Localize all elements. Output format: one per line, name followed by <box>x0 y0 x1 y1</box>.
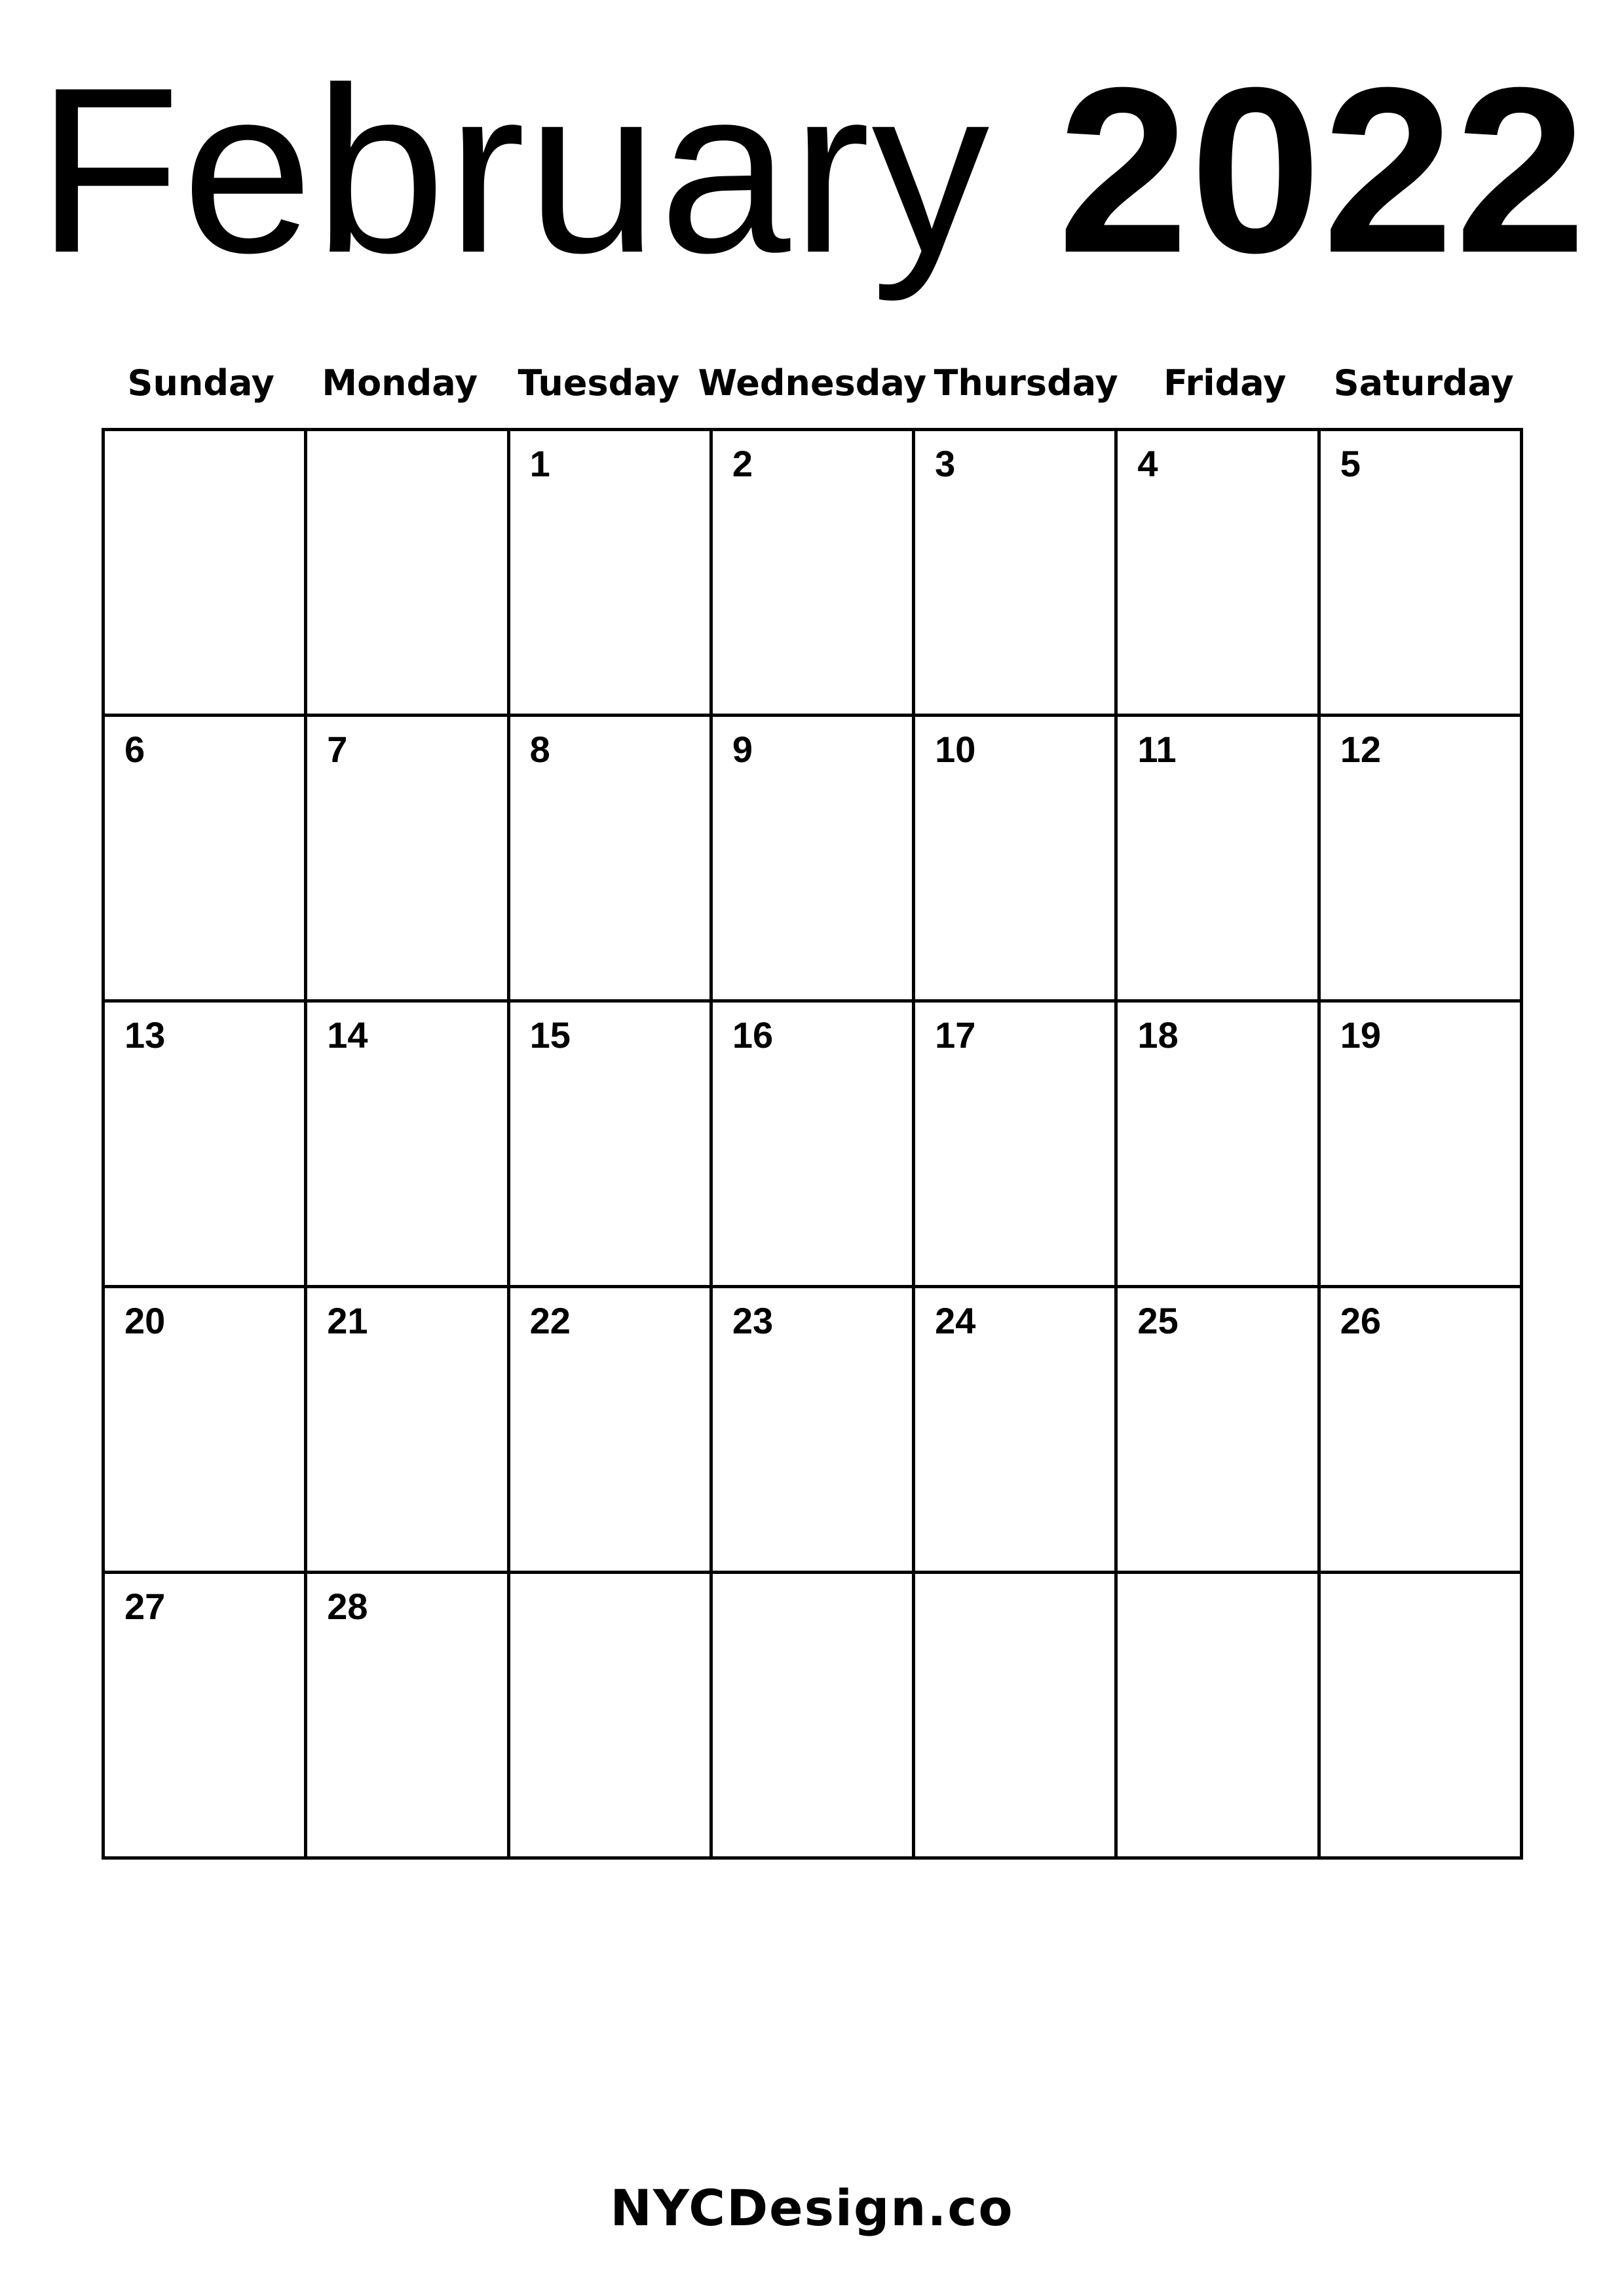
calendar-title <box>0 39 1624 301</box>
day-number: 10 <box>935 729 976 770</box>
day-number: 27 <box>124 1586 166 1627</box>
day-cell <box>1118 1288 1320 1574</box>
day-number: 18 <box>1137 1014 1179 1056</box>
day-number: 25 <box>1137 1300 1179 1341</box>
day-cell <box>105 1574 307 1860</box>
day-cell <box>713 431 915 717</box>
day-cell <box>1321 717 1523 1003</box>
day-cell <box>510 431 713 717</box>
day-number: 20 <box>124 1300 166 1341</box>
day-number: 12 <box>1340 729 1381 770</box>
day-cell <box>713 1574 915 1860</box>
day-cell <box>105 1003 307 1288</box>
day-cell <box>1118 1574 1320 1860</box>
day-number: 11 <box>1137 729 1177 770</box>
day-number: 3 <box>935 443 956 484</box>
day-number: 16 <box>732 1014 774 1056</box>
day-cell <box>307 1574 510 1860</box>
footer-site-name: NYCDesign.co <box>610 2179 1014 2237</box>
day-number: 14 <box>327 1014 368 1056</box>
day-cell <box>307 431 510 717</box>
weekday-header-row <box>102 354 1523 413</box>
day-cell <box>713 717 915 1003</box>
weekday-thursday: Thursday <box>934 362 1118 404</box>
day-cell <box>915 717 1118 1003</box>
day-number: 6 <box>124 729 145 770</box>
day-number: 23 <box>732 1300 774 1341</box>
day-cell <box>1321 1574 1523 1860</box>
day-cell <box>510 717 713 1003</box>
day-number: 17 <box>935 1014 976 1056</box>
day-cell <box>915 431 1118 717</box>
month-name: February <box>36 39 991 302</box>
day-cell <box>915 1574 1118 1860</box>
day-cell <box>1321 1003 1523 1288</box>
day-number: 28 <box>327 1586 368 1627</box>
day-number: 21 <box>327 1300 368 1341</box>
day-cell <box>713 1288 915 1574</box>
day-number: 2 <box>732 443 753 484</box>
day-number: 5 <box>1340 443 1361 484</box>
weekday-saturday: Saturday <box>1333 362 1514 404</box>
day-cell <box>915 1288 1118 1574</box>
year-number: 2022 <box>1057 39 1588 302</box>
day-cell <box>510 1003 713 1288</box>
day-cell <box>1118 1003 1320 1288</box>
day-cell <box>105 717 307 1003</box>
calendar-grid <box>102 428 1523 1860</box>
day-cell <box>713 1003 915 1288</box>
day-cell <box>105 1288 307 1574</box>
day-cell <box>915 1003 1118 1288</box>
day-number: 8 <box>529 729 550 770</box>
day-cell <box>307 1288 510 1574</box>
day-cell <box>510 1288 713 1574</box>
day-cell <box>1118 717 1320 1003</box>
day-cell <box>307 1003 510 1288</box>
day-cell <box>105 431 307 717</box>
day-number: 1 <box>529 443 550 484</box>
weekday-sunday: Sunday <box>127 362 274 404</box>
day-cell <box>1321 1288 1523 1574</box>
weekday-wednesday: Wednesday <box>698 362 927 404</box>
day-cell <box>1321 431 1523 717</box>
weekday-monday: Monday <box>322 362 478 404</box>
day-number: 9 <box>732 729 753 770</box>
day-number: 22 <box>529 1300 571 1341</box>
weekday-friday: Friday <box>1163 362 1287 404</box>
day-number: 4 <box>1137 443 1158 484</box>
day-number: 7 <box>327 729 348 770</box>
day-cell <box>510 1574 713 1860</box>
day-number: 26 <box>1340 1300 1381 1341</box>
day-number: 15 <box>529 1014 571 1056</box>
day-cell <box>307 717 510 1003</box>
day-cell <box>1118 431 1320 717</box>
day-number: 24 <box>935 1300 976 1341</box>
day-number: 13 <box>124 1014 166 1056</box>
day-number: 19 <box>1340 1014 1381 1056</box>
weekday-tuesday: Tuesday <box>518 362 680 404</box>
